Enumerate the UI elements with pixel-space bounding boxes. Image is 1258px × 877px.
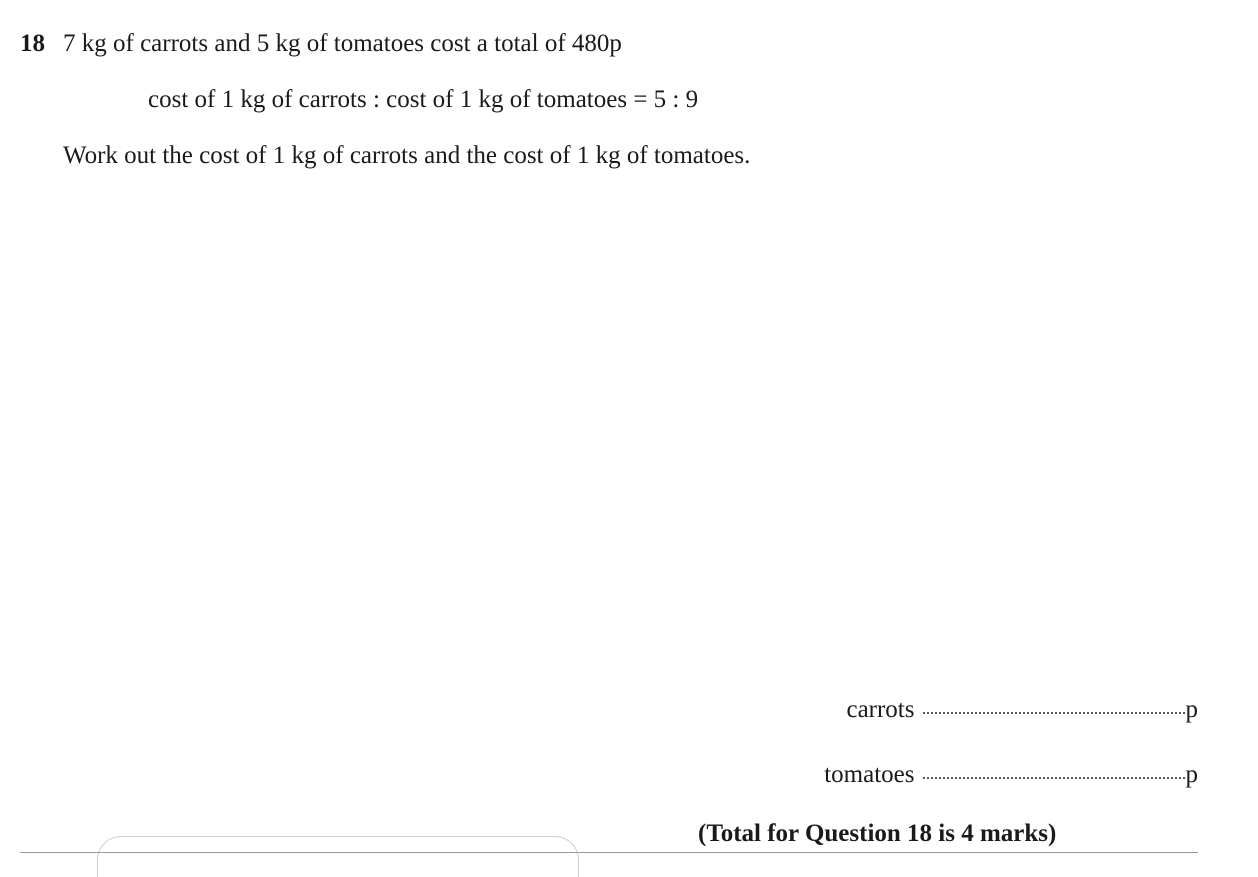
answer-label: tomatoes — [824, 761, 915, 788]
bottom-divider — [20, 852, 1198, 853]
bottom-overlay-panel — [97, 836, 579, 877]
answer-blank[interactable] — [923, 711, 1185, 714]
question-number: 18 — [20, 30, 45, 57]
answer-blank[interactable] — [923, 776, 1185, 779]
total-marks: (Total for Question 18 is 4 marks) — [698, 820, 1057, 847]
question-instruction: Work out the cost of 1 kg of carrots and the cost of 1 kg of tomatoes. — [63, 142, 751, 169]
question-statement: 7 kg of carrots and 5 kg of tomatoes cost a total of 480p — [63, 30, 622, 57]
answer-line-tomatoes[interactable] — [824, 761, 1198, 789]
answer-label: carrots — [846, 696, 915, 723]
answer-unit: p — [1185, 696, 1198, 723]
ratio-statement: cost of 1 kg of carrots : cost of 1 kg of tomatoes = 5 : 9 — [148, 86, 699, 113]
answer-unit: p — [1185, 761, 1198, 788]
answer-line-carrots[interactable] — [846, 696, 1198, 724]
